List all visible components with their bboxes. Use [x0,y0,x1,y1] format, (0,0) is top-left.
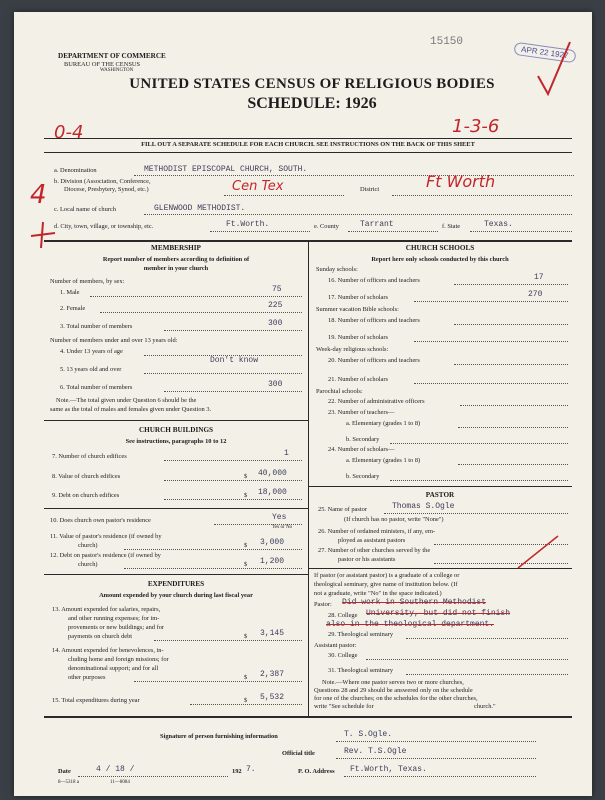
q26-label-2: ployed as assistant pastors [338,537,406,544]
dotted-line [90,296,302,297]
q25-hint: (If church has no pastor, write "None") [344,516,444,523]
membership-title: MEMBERSHIP [151,244,201,252]
form-title: UNITED STATES CENSUS OF RELIGIOUS BODIES [129,76,495,92]
dotted-line [454,364,568,365]
dotted-line [454,324,568,325]
dotted-line [392,195,572,196]
state-value: Texas. [484,220,513,229]
members-by-sex-label: Number of members, by sex: [50,278,125,285]
dotted-line [458,464,568,465]
dotted-line [100,312,302,313]
q4-value: Don't know [210,356,259,365]
dotted-line [154,640,302,641]
parochial-label: Parochial schools: [316,388,363,395]
pastor-label: Pastor: [314,601,332,608]
q3-label: 3. Total number of members [60,323,133,330]
city-label: d. City, town, village, or township, etc. [54,223,154,230]
q30-label: 30. College [328,652,358,659]
dotted-line [144,214,572,215]
local-name-value: GLENWOOD METHODIST. [154,204,246,213]
yes-no-hint: Yes or No [272,525,293,530]
summer-label: Summer vacation Bible schools: [316,306,399,313]
q11-dollar: $ [244,542,248,549]
q16-value: 17 [534,273,544,282]
dotted-line [190,704,302,705]
q12-label-1: 12. Debt on pastor's residence (if owned by [50,552,161,559]
q9-dollar: $ [244,492,248,499]
q13-label-4: payments on church debt [68,633,133,640]
q18-label: 18. Number of officers and teachers [328,317,420,324]
signature-label: Signature of person furnishing information [160,733,278,740]
q10-label: 10. Does church own pastor's residence [50,517,151,524]
dotted-line [164,499,302,500]
q8-label: 8. Value of church edifices [52,473,121,480]
pastor-note-2: Questions 28 and 29 should be answered only on the schedule [314,687,473,694]
q24b-label: b. Secondary [346,473,380,480]
rule [44,716,572,718]
q13-value: 3,145 [260,629,285,638]
dotted-line [224,195,344,196]
q11-label-1: 11. Value of pastor's residence (if owned by [50,533,162,540]
dotted-line [470,231,572,232]
q13-label-1: 13. Amount expended for salaries, repairs, [52,606,161,613]
pastor-education-typed-2: University, but did not finish [366,609,511,618]
instruction-banner: FILL OUT A SEPARATE SCHEDULE FOR EACH CHURCH. SEE INSTRUCTIONS ON THE BACK OF THIS SHEET [141,141,475,148]
po-address-label: P. O. Address [298,768,335,775]
q31-label: 31. Theological seminary [328,667,394,674]
q27-label-2: pastor or his assistants [338,556,396,563]
red-pen-stroke [514,532,564,572]
q26-label-1: 26. Number of ordained ministers, if any, em- [318,528,436,535]
handwritten-code-right: 1-3-6 [452,116,500,137]
census-schedule-page [14,12,592,796]
q13-label-2: and other running expenses; for im- [68,615,160,622]
dotted-line [454,284,568,285]
q8-value: 40,000 [258,469,287,478]
q15-value: 5,532 [260,693,285,702]
state-label: f. State [442,223,461,230]
q14-value: 2,387 [260,670,285,679]
q12-dollar: $ [244,561,248,568]
q22-label: 22. Number of administrative officers [328,398,425,405]
q14-label-4: other purposes [68,674,106,681]
dotted-line [414,383,568,384]
pastor-education-typed-3: also in the theological department. [326,620,495,629]
under-over-label: Number of members under and over 13 years old: [50,337,178,344]
dotted-line [124,549,302,550]
dotted-line [390,480,568,481]
q20-label: 20. Number of officers and teachers [328,357,420,364]
graduate-note-3: not a graduate, write "No" in the space indicated.) [314,590,442,597]
q25-label: 25. Name of pastor [318,506,367,513]
rule [44,508,308,509]
schools-sub: Report here only schools conducted by this church [371,256,509,263]
q9-value: 18,000 [258,488,287,497]
official-title-label: Official title [282,750,315,757]
district-value: Ft Worth [426,172,496,191]
form-subtitle: SCHEDULE: 1926 [247,95,377,112]
pastor-note-1: Note.—Where one pastor serves two or more churches, [322,679,464,686]
schools-title: CHURCH SCHOOLS [405,244,475,252]
q21-label: 21. Number of scholars [328,376,388,383]
q14-label-1: 14. Amount expended for benevolences, in- [52,647,164,654]
dotted-line [344,776,536,777]
q12-value: 1,200 [260,557,285,566]
assistant-label: Assistant pastor: [314,642,357,649]
q13-dollar: $ [244,633,248,640]
dotted-line [384,513,568,514]
dotted-line [460,405,568,406]
q7-value: 1 [284,449,289,458]
q1-value: 75 [272,285,282,294]
q5-label: 5. 13 years old and over [60,366,122,373]
dotted-line [144,373,302,374]
bureau-label: BUREAU OF THE CENSUS [64,61,141,68]
q17-label: 17. Number of scholars [328,294,388,301]
q3-value: 300 [268,319,283,328]
dotted-line [414,301,568,302]
dotted-line [78,776,228,777]
stamp-number: 15150 [430,36,464,48]
rule [44,420,308,421]
year-value: 7. [246,765,256,774]
dotted-line [124,568,302,569]
column-divider [308,240,309,716]
q23-label: 23. Number of teachers— [328,409,395,416]
dotted-line [458,427,568,428]
membership-note-2: same as the total of males and females given under Question 3. [50,406,212,413]
city-value: Ft.Worth. [226,220,270,229]
q23a-label: a. Elementary (grades 1 to 8) [346,420,421,427]
q24a-label: a. Elementary (grades 1 to 8) [346,457,421,464]
q15-dollar: $ [244,697,248,704]
q6-label: 6. Total number of members [60,384,133,391]
county-label: e. County [314,223,339,230]
graduate-note-2: theological seminary, give name of institution below. (If [314,581,458,588]
dotted-line [366,659,568,660]
membership-sub-2: member in your church [143,265,209,272]
q29-label: 29. Theological seminary [328,631,394,638]
denomination-value: METHODIST EPISCOPAL CHURCH, SOUTH. [144,165,308,174]
sunday-label: Sunday schools: [316,266,358,273]
q11-label-2: church) [78,542,98,549]
pastor-education-typed-1: Did work in Southern Methodist [342,598,487,607]
signature-value: T. S.Ogle. [344,730,393,739]
rule [44,574,308,575]
q2-value: 225 [268,301,283,310]
dotted-line [406,674,568,675]
margin-mark: 4 [30,180,47,210]
graduate-note-1: If pastor (or assistant pastor) is a graduate of a college or [314,572,460,579]
dotted-line [336,758,536,759]
district-label: District [360,186,380,193]
pastor-note-3: for one of the churches; on the schedules for the other churches, [314,695,478,702]
washington-label: WASHINGTON [100,68,134,73]
dotted-line [134,681,302,682]
q25-value: Thomas S.Ogle [392,502,455,511]
q6-value: 300 [268,380,283,389]
po-address-value: Ft.Worth, Texas. [350,765,427,774]
handwritten-code-left: 0-4 [54,122,84,143]
rule [44,152,572,153]
local-name-label: c. Local name of church [54,206,116,213]
dotted-line [348,231,438,232]
rule [308,486,572,487]
rule [44,138,572,139]
pastor-note-4: write "See schedule for [314,703,374,710]
q8-dollar: $ [244,473,248,480]
q9-label: 9. Debt on church edifices [52,492,120,499]
year-prefix: 192 [232,768,242,775]
q14-label-2: cluding home and foreign missions; for [68,656,169,663]
division-label-2: Diocese, Presbytery, Synod, etc.) [64,186,149,193]
dotted-line [210,231,310,232]
q1-label: 1. Male [60,289,80,296]
date-label: Date [58,768,71,775]
q13-label-3: provements or new buildings; and for [68,624,165,631]
q4-label: 4. Under 13 years of age [60,348,123,355]
dotted-line [406,638,568,639]
q23b-label: b. Secondary [346,436,380,443]
department-label: DEPARTMENT OF COMMERCE [58,52,166,60]
form-number-2: 11—8084 [110,780,130,785]
buildings-title: CHURCH BUILDINGS [138,426,214,434]
county-value: Tarrant [360,220,394,229]
red-check-mark [534,38,574,98]
q27-label-1: 27. Number of other churches served by the [318,547,431,554]
q16-label: 16. Number of officers and teachers [328,277,420,284]
dotted-line [164,391,302,392]
q28-label: 28. College [328,612,358,619]
q15-label: 15. Total expenditures during year [52,697,140,704]
q10-value: Yes [272,513,287,522]
q11-value: 3,000 [260,538,285,547]
dotted-line [390,443,568,444]
q14-label-3: denominational support; and for all [68,665,159,672]
expenditures-sub: Amount expended by your church during last fiscal year [99,592,253,599]
q17-value: 270 [528,290,543,299]
received-date-stamp: APR 22 1927 [513,42,576,63]
q19-label: 19. Number of scholars [328,334,388,341]
weekday-label: Week-day religious schools: [316,346,389,353]
pastor-title: PASTOR [425,491,455,499]
division-value: Cen Tex [232,179,284,194]
division-label-1: b. Division (Association, Conference, [54,178,151,185]
dotted-line [414,341,568,342]
q7-label: 7. Number of church edifices [52,453,127,460]
official-title-value: Rev. T.S.Ogle [344,747,407,756]
q24-label: 24. Number of scholars— [328,446,395,453]
form-number: 8—5318 a [58,780,79,785]
q14-dollar: $ [244,674,248,681]
q12-label-2: church) [78,561,98,568]
buildings-sub: See instructions, paragraphs 10 to 12 [125,438,227,445]
q2-label: 2. Female [60,305,86,312]
membership-note-1: Note.—The total given under Question 6 should be the [56,397,197,404]
date-value: 4 / 18 / [96,765,135,774]
membership-sub-1: Report number of members according to definition of [102,256,250,263]
dotted-line [164,460,302,461]
dotted-line [164,330,302,331]
dotted-line [336,741,536,742]
dotted-line [164,480,302,481]
dotted-line [134,175,574,176]
pastor-note-5: church." [474,703,496,710]
expenditures-title: EXPENDITURES [147,580,205,588]
denomination-label: a. Denomination [54,167,97,174]
